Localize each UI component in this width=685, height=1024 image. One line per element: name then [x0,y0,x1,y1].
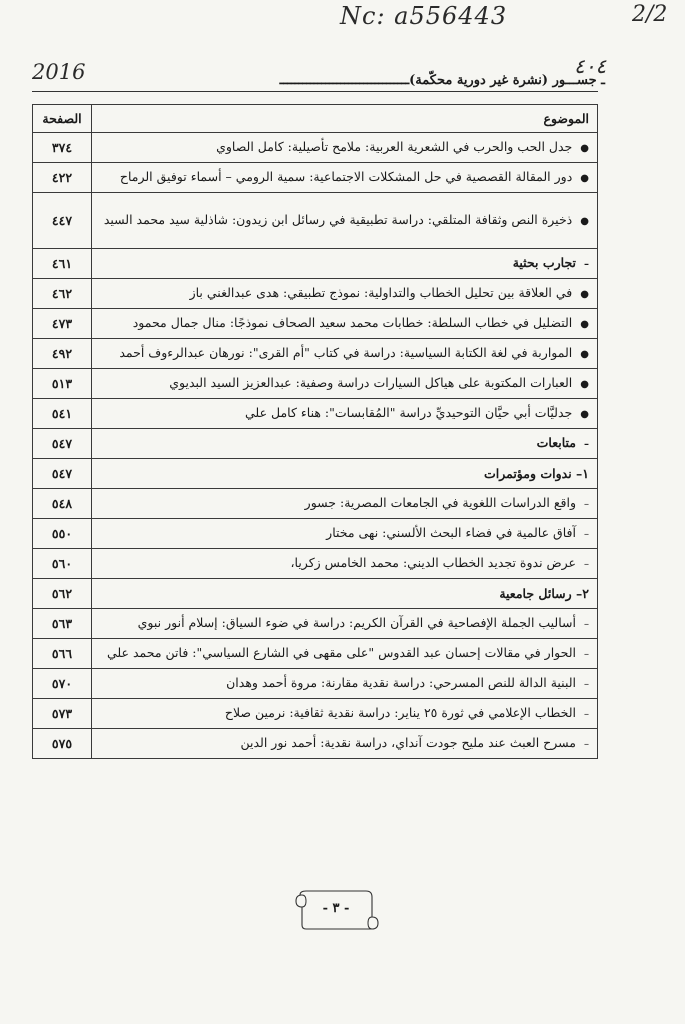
entry-title: الخطاب الإعلامي في ثورة ٢٥ يناير: دراسة نقدية ثقافية: نرمين صلاح [224,704,576,720]
table-row [33,399,598,429]
topic-cell [92,279,598,309]
table-row [33,133,598,163]
entry-title: دور المقالة القصصية في حل المشكلات الاجتماعية: سمية الرومي – أسماء توفيق الرماح [119,168,573,184]
table-row [33,249,598,279]
page-number-cell: ٥٧٠ [33,669,92,699]
entry-title: المواربة في لغة الكتابة السياسية: دراسة في كتاب "أم القرى": نورهان عبدالرءوف أحمد [119,344,573,360]
page-number-cell: ٤٦١ [33,249,92,279]
page-number-cell: ٣٧٤ [33,133,92,163]
entry-title: ذخيرة النص وثقافة المتلقي: دراسة تطبيقية في رسائل ابن زيدون: شاذلية سيد محمد السيد [103,211,573,227]
page-number-cell: ٥٧٥ [33,729,92,759]
page-number-cell: ٥٤١ [33,399,92,429]
topic-cell [92,699,598,729]
handwritten-corner-note: 2/2 [632,2,668,27]
bullet-icon: ● [580,172,589,184]
page-column-header: الصفحة [33,105,92,133]
entry-title: عرض ندوة تجديد الخطاب الديني: محمد الخامس زكريا، [290,554,576,570]
dash-marker: – [584,258,589,270]
dash-marker: – [584,678,589,690]
table-header-row [33,105,598,133]
topic-cell [92,519,598,549]
bullet-icon: ● [580,215,589,227]
dash-marker: – [584,708,589,720]
table-row [33,429,598,459]
table-row [33,339,598,369]
dash-marker: – [584,738,589,750]
topic-cell [92,639,598,669]
page-number-cell: ٥٧٣ [33,699,92,729]
table-row [33,609,598,639]
entry-title: مسرح العبث عند مليح جودت آنداي، دراسة نقدية: أحمد نور الدين [240,734,576,750]
topic-cell [92,669,598,699]
table-row [33,163,598,193]
page-number: - ٣ - [322,901,350,916]
topic-cell [92,339,598,369]
table-row [33,639,598,669]
topic-cell [92,429,598,459]
page-number-cell: ٥٤٧ [33,459,92,489]
topic-cell [92,399,598,429]
table-body [33,133,598,759]
entry-title: آفاق عالمية في فضاء البحث الألسني: نهى مختار [326,524,576,540]
table-row [33,669,598,699]
section-title: تجارب بحثية [512,254,576,270]
page-number-cell: ٥٥٠ [33,519,92,549]
subsection-title: ٢– رسائل جامعية [499,585,589,601]
bullet-icon: ● [580,348,589,360]
table-row [33,549,598,579]
table-of-contents [32,104,598,759]
entry-title: واقع الدراسات اللغوية في الجامعات المصرية: جسور [304,494,576,510]
topic-cell [92,309,598,339]
table-row [33,489,598,519]
topic-cell [92,249,598,279]
table-row [33,309,598,339]
dash-marker: – [584,438,589,450]
topic-column-header: الموضوع [92,105,598,133]
table-row [33,279,598,309]
entry-title: في العلاقة بين تحليل الخطاب والتداولية: نموذج تطبيقي: هدى عبدالغني باز [189,284,573,300]
topic-cell [92,579,598,609]
page-number-cell: ٤٢٢ [33,163,92,193]
bullet-icon: ● [580,378,589,390]
table-row [33,369,598,399]
handwritten-year: 2016 [32,60,86,84]
topic-cell [92,549,598,579]
page-number-cell: ٥٦٢ [33,579,92,609]
entry-title: البنية الدالة للنص المسرحي: دراسة نقدية مقارنة: مروة أحمد وهدان [226,674,576,690]
topic-cell [92,489,598,519]
dash-marker: – [584,618,589,630]
dash-marker: – [584,498,589,510]
handwritten-page-ref: ٤٠٤ [574,54,607,78]
entry-title: جدل الحب والحرب في الشعرية العربية: ملامح تأصيلية: كامل الصاوي [216,138,573,154]
topic-cell [92,459,598,489]
page-number-cell: ٥٦٦ [33,639,92,669]
bullet-icon: ● [580,142,589,154]
topic-cell [92,163,598,193]
entry-title: التضليل في خطاب السلطة: خطابات محمد سعيد الصحاف نموذجًا: منال جمال محمود [132,314,573,330]
table-row [33,729,598,759]
topic-cell [92,193,598,249]
table-row [33,579,598,609]
topic-cell [92,729,598,759]
bullet-icon: ● [580,318,589,330]
entry-title: العبارات المكتوبة على هياكل السيارات دراسة وصفية: عبدالعزيز السيد البديوي [169,374,573,390]
bullet-icon: ● [580,408,589,420]
topic-cell [92,133,598,163]
page-number-cell: ٤٧٣ [33,309,92,339]
section-title: متابعات [536,434,576,450]
page-number-cell: ٤٩٢ [33,339,92,369]
bullet-icon: ● [580,288,589,300]
topic-cell [92,609,598,639]
entry-title: جدليَّات أبي حيَّان التوحيديِّ دراسة "المُقابسات": هناء كامل علي [245,404,573,420]
dash-marker: – [584,558,589,570]
page-number-cell: ٤٤٧ [33,193,92,249]
entry-title: أساليب الجملة الإفصاحية في القرآن الكريم: دراسة في ضوء السياق: إسلام أنور نبوي [137,614,576,630]
table-row [33,699,598,729]
topic-cell [92,369,598,399]
dash-marker: – [584,528,589,540]
entry-title: الحوار في مقالات إحسان عبد القدوس "على مقهى في الشارع السياسي": فاتن محمد علي [107,644,576,660]
page-number-cell: ٥٤٨ [33,489,92,519]
table-row [33,519,598,549]
running-header: ـ جســـور (نشرة غير دورية محكّمة)ــــــــــــــــــــــــــــــــــ [279,73,605,88]
handwritten-accession-number: Nc: a556443 [340,2,508,30]
table-row [33,193,598,249]
header-rule [32,91,598,92]
subsection-title: ١– ندوات ومؤتمرات [483,465,589,481]
page-number-cell: ٥٦٣ [33,609,92,639]
page-number-cell: ٤٦٢ [33,279,92,309]
page-number-cell: ٥٤٧ [33,429,92,459]
dash-marker: – [584,648,589,660]
page-number-cell: ٥١٣ [33,369,92,399]
page-number-cell: ٥٦٠ [33,549,92,579]
table-row [33,459,598,489]
